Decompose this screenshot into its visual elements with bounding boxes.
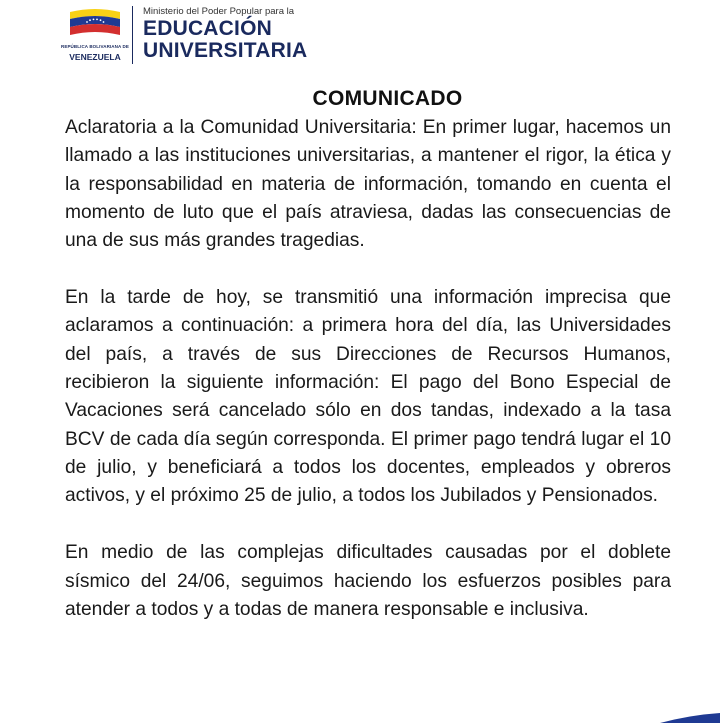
country-name: VENEZUELA <box>69 52 121 62</box>
document-title: COMUNICADO <box>312 87 463 110</box>
paragraph-2: En la tarde de hoy, se transmitió una información imprecisa que aclaramos a continuación: a primera hora del día, las Universidades del país, a través de sus Direcciones de Recursos Humanos, recibieron la siguiente información: El pago del Bono Especial de Vacaciones será cancelado sólo en dos tandas, indexado a la tasa BCV de cada día según corresponda. El primer pago tendrá lugar el 10 de julio, y beneficiará a todos los docentes, empleados y obreros activos, y el próximo 25 de julio, a todos los Jubilados y Pensionados. <box>65 287 671 507</box>
letterhead <box>0 0 720 80</box>
ministry-name <box>143 18 307 62</box>
document-body <box>65 114 671 653</box>
header-divider <box>132 6 133 64</box>
country-prefix: REPÚBLICA BOLIVARIANA DE <box>61 44 129 49</box>
ministry-name-line2: UNIVERSITARIA <box>143 39 308 62</box>
paragraph-1: Aclaratoria a la Comunidad Universitaria: En primer lugar, hacemos un llamado a las instituciones universitarias, a mantener el rigor, la ética y la responsabilidad en materia de información, tomando en cuenta el momento de luto que el país atraviesa, dadas las consecuencias de una de sus más grandes tragedias. <box>65 117 671 252</box>
ministry-name-line1: EDUCACIÓN <box>143 17 272 40</box>
paragraph-3: En medio de las complejas dificultades causadas por el doblete sísmico del 24/06, seguimos haciendo los esfuerzos posibles para atender a todos y a todas de manera responsable e inclusiva. <box>65 542 671 620</box>
venezuela-flag-icon <box>60 6 130 44</box>
corner-decoration <box>660 710 720 720</box>
ministry-prefix: Ministerio del Poder Popular para la <box>143 6 295 17</box>
